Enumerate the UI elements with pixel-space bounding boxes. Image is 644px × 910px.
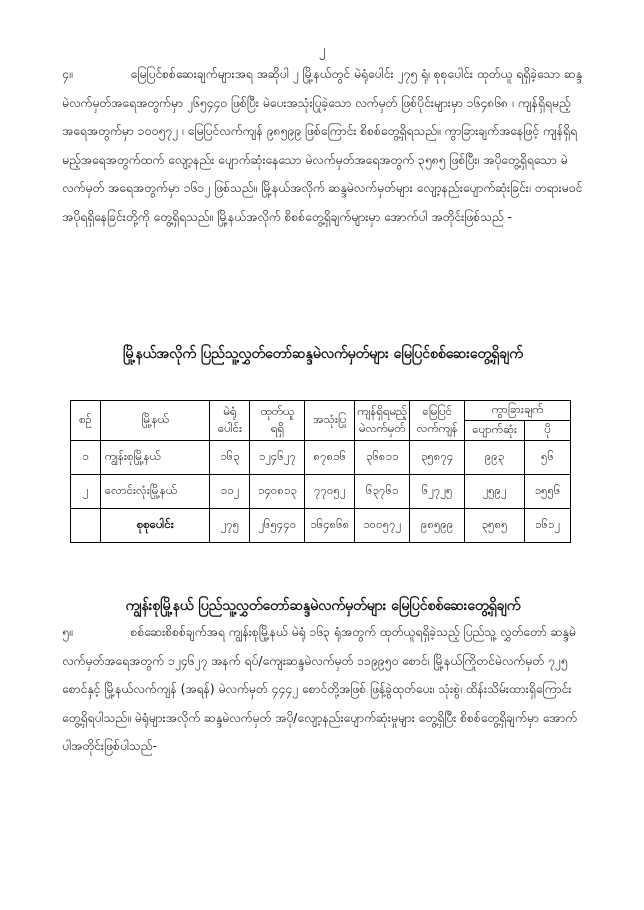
table-total-row bbox=[71, 509, 571, 543]
cell-field-remaining: ၉၈၅၉၉ bbox=[410, 509, 465, 543]
paragraph-4-text: မြေပြင်စစ်ဆေးချက်များအရ အဆိုပါ ၂ မြို့နယ်တွင် မဲရုံပေါင်း ၂၇၅ ရုံ၊ စုစုပေါင်း ထုတ်ယူ ရရှိခဲ့သော ဆန္ဒမဲလက်မှတ်အရေအတွက်မှာ ၂၆၅၄၄၀ ဖြစ်ပြီး မဲပေးအသုံးပြုခဲ့သော လက်မှတ် ဖြစ်ပိုင်းများမှာ ၁၆၄၈၆၈ ၊ ကျန်ရှိရမည့်အရေအတွက်မှာ ၁၀၀၅၇၂ ၊ မြေပြင်လက်ကျန် ၉၈၅၉၉ ဖြစ်ကြောင်း စိစစ်တွေ့ရှိရသည်။ ကွာခြားချက်အနေဖြင့် ကျန်ရှိရမည့်အရေအတွက်ထက် လျော့နည်း ပျောက်ဆုံးနေသော မဲလက်မှတ်အရေအတွက် ၃၅၈၅ ဖြစ်ပြီး၊ အပိုတွေ့ရှိရသော မဲလက်မှတ် အရေအတွက်မှာ ၁၆၁၂ ဖြစ်သည်။ မြို့နယ်အလိုက် ဆန္ဒမဲလက်မှတ်များ လျော့နည်းပျောက်ဆုံးခြင်း၊ တရားမဝင် အပိုရရှိနေခြင်းတို့ကို တွေ့ရှိရသည်။ မြို့နယ်အလိုက် စိစစ်တွေ့ရှိချက်များမှာ အောက်ပါ အတိုင်းဖြစ်သည် - bbox=[62, 67, 583, 224]
header-sr: စဉ် bbox=[71, 401, 101, 441]
section-heading: ကျွန်းစုမြို့နယ် ပြည်သူ့လွှတ်တော်ဆန္ဒမဲလက်မှတ်များ မြေပြင်စစ်ဆေးတွေ့ရှိချက် bbox=[125, 598, 521, 614]
cell-extra: ၁၆၁၂ bbox=[525, 509, 571, 543]
cell-stations: ၂၇၅ bbox=[210, 509, 250, 543]
header-missing: ပျောက်ဆုံး bbox=[465, 421, 525, 441]
cell-received: ၂၆၅၄၄၀ bbox=[250, 509, 305, 543]
cell-sr: ၂ bbox=[71, 475, 101, 509]
cell-township: ကျွန်းစုမြို့နယ် bbox=[100, 441, 210, 475]
cell-extra: ၁၅၅၆ bbox=[525, 475, 571, 509]
cell-stations: ၁၁၂ bbox=[210, 475, 250, 509]
header-difference: ကွာခြားချက် bbox=[465, 401, 571, 421]
cell-township: လောင်းလုံးမြို့နယ် bbox=[100, 475, 210, 509]
header-field-remaining: မြေပြင် လက်ကျန် bbox=[410, 401, 465, 441]
table-row bbox=[71, 475, 571, 509]
header-extra: ပို bbox=[525, 421, 571, 441]
header-township: မြို့နယ် bbox=[100, 401, 210, 441]
cell-missing: ၉၉၃ bbox=[465, 441, 525, 475]
paragraph-5-number: ၅။ bbox=[62, 625, 73, 639]
cell-stations: ၁၆၃ bbox=[210, 441, 250, 475]
cell-used: ၈၇၈၁၆ bbox=[305, 441, 355, 475]
table-heading: မြို့နယ်အလိုက် ပြည်သူ့လွှတ်တော်ဆန္ဒမဲလက်မှတ်များ မြေပြင်စစ်ဆေးတွေ့ရှိချက် bbox=[123, 346, 523, 362]
cell-sr: ၁ bbox=[71, 441, 101, 475]
cell-received: ၁၄၀၈၁၃ bbox=[250, 475, 305, 509]
cell-should-remain: ၃၆၈၁၁ bbox=[355, 441, 410, 475]
township-summary-table bbox=[70, 400, 571, 543]
cell-used: ၇၇၀၅၂ bbox=[305, 475, 355, 509]
cell-sr-empty bbox=[71, 509, 101, 543]
cell-total-label: စုစုပေါင်း bbox=[100, 509, 210, 543]
header-should-remain: ကျန်ရှိရမည့် မဲလက်မှတ် bbox=[355, 401, 410, 441]
cell-missing: ၃၅၈၅ bbox=[465, 509, 525, 543]
cell-should-remain: ၁၀၀၅၇၂ bbox=[355, 509, 410, 543]
cell-field-remaining: ၃၅၈၇၄ bbox=[410, 441, 465, 475]
header-received: ထုတ်ယူ ရရှိ bbox=[250, 401, 305, 441]
paragraph-4 bbox=[62, 60, 584, 231]
header-stations: မဲရုံ ပေါင်း bbox=[210, 401, 250, 441]
cell-field-remaining: ၆၂၇၂၅ bbox=[410, 475, 465, 509]
cell-received: ၁၂၄၆၂၇ bbox=[250, 441, 305, 475]
header-used: အသုံးပြု bbox=[305, 401, 355, 441]
paragraph-5-text: စစ်ဆေးစိစစ်ချက်အရ ကျွန်းစုမြို့နယ် မဲရုံ ၁၆၃ ရုံအတွက် ထုတ်ယူရရှိခဲ့သည့် ပြည်သူ့ လွှတ်တော် ဆန္ဒမဲလက်မှတ်အရေအတွက် ၁၂၄၆၂၇ အနက် ရပ်/ကျေးဆန္ဒမဲလက်မှတ် ၁၁၉၉၅၀ စောင်၊ မြို့နယ်ကြိုတင်မဲလက်မှတ် ၇၂၅ စောင်နှင့် မြို့နယ်လက်ကျန် (အရန်) မဲလက်မှတ် ၄၄၄၂ စောင်တို့အဖြစ် ဖြန့်ခွဲထုတ်ပေး၊ သုံးစွဲ၊ ထိန်းသိမ်းထားရှိကြောင်း တွေ့ရှိရပါသည်။ မဲရုံများအလိုက် ဆန္ဒမဲလက်မှတ် အပို/လျော့နည်းပျောက်ဆုံးမှုများ တွေ့ရှိပြီး စိစစ်တွေ့ရှိချက်မှာ အောက်ပါအတိုင်းဖြစ်ပါသည်- bbox=[62, 625, 578, 753]
table-row bbox=[71, 441, 571, 475]
cell-extra: ၅၆ bbox=[525, 441, 571, 475]
paragraph-5 bbox=[62, 618, 584, 761]
paragraph-4-number: ၄။ bbox=[62, 67, 73, 81]
page-number: ၂ bbox=[318, 43, 326, 58]
cell-should-remain: ၆၃၇၆၁ bbox=[355, 475, 410, 509]
cell-used: ၁၆၄၈၆၈ bbox=[305, 509, 355, 543]
cell-missing: ၂၅၉၂ bbox=[465, 475, 525, 509]
